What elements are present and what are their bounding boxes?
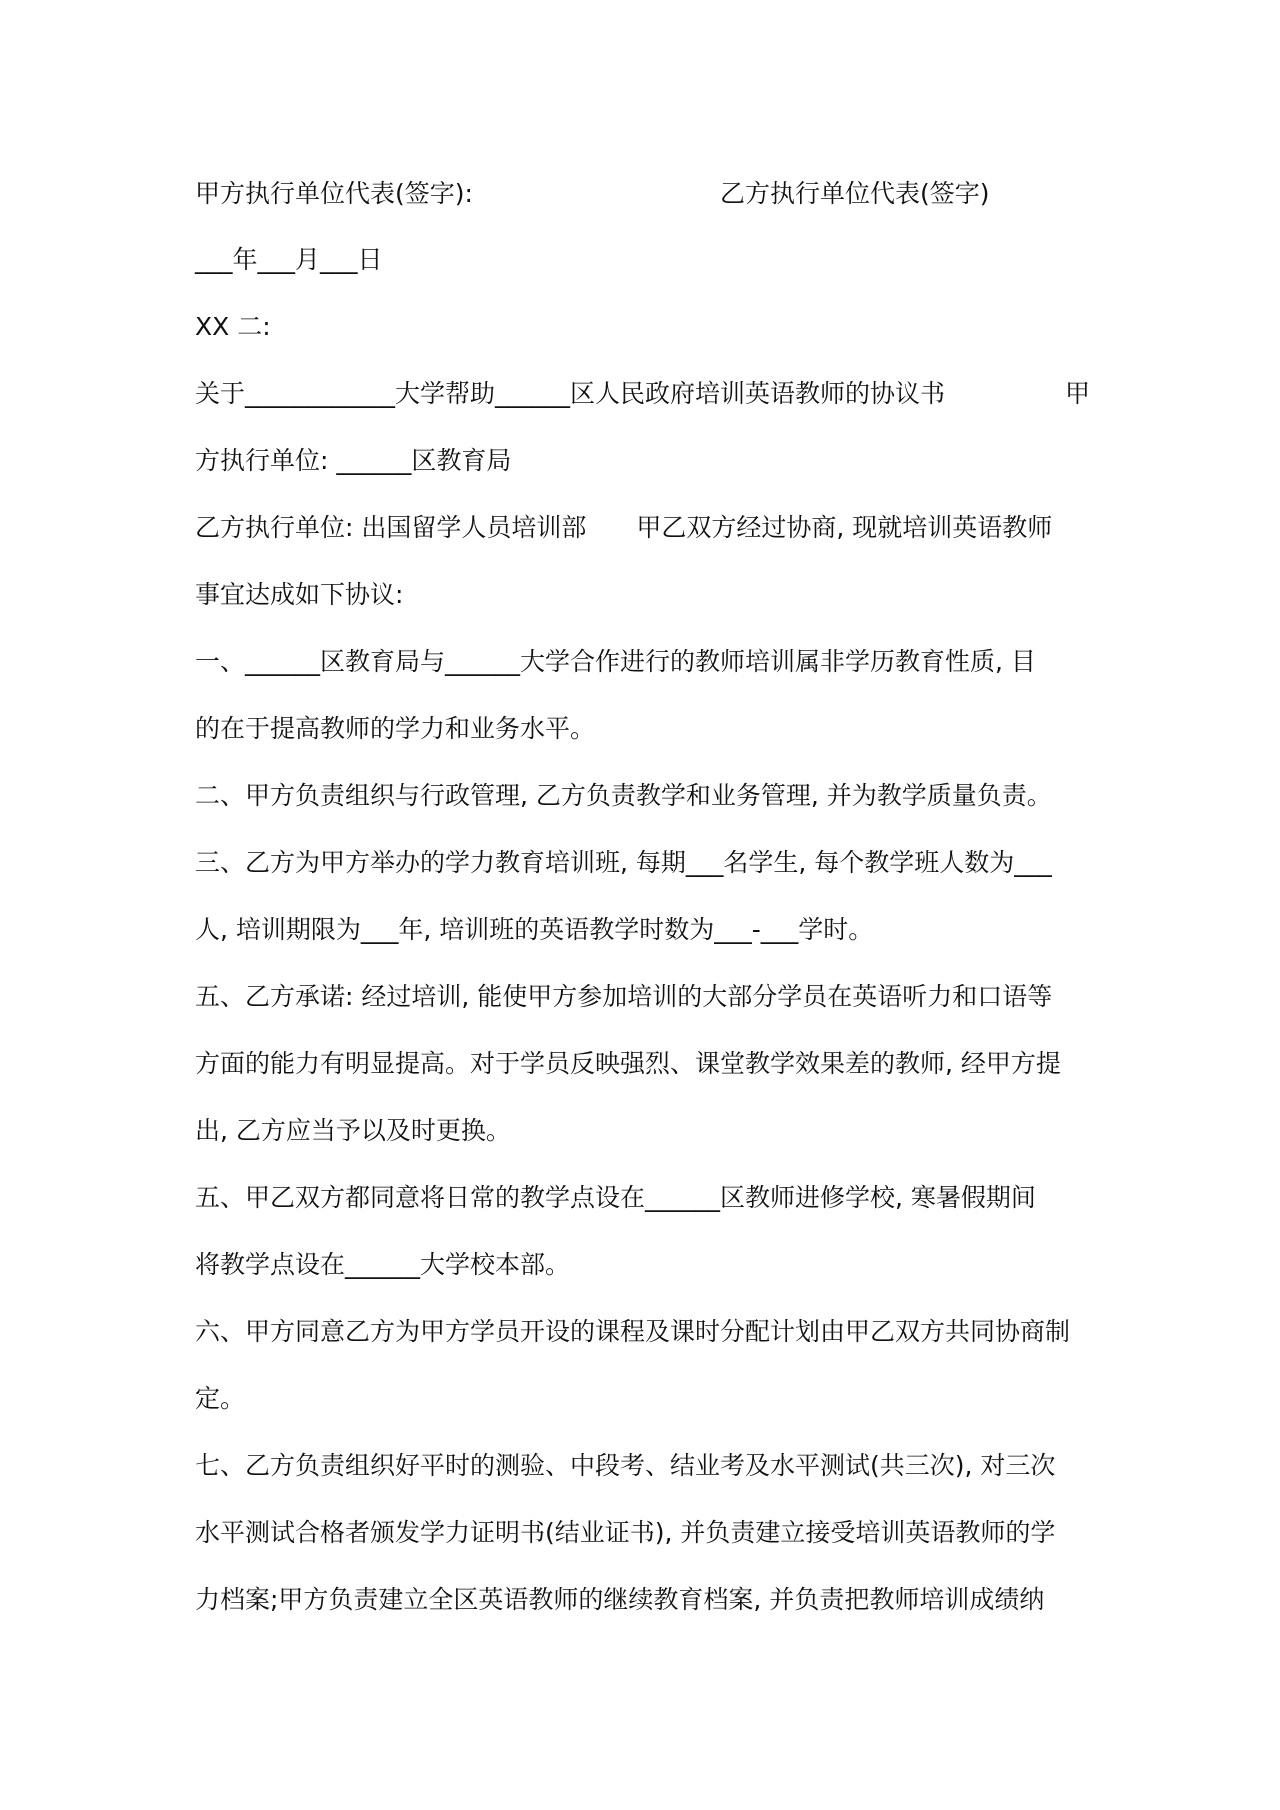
text-line: 六、甲方同意乙方为甲方学员开设的课程及课时分配计划由甲乙双方共同协商制 — [195, 1317, 1071, 1346]
text-line: 方执行单位: ______区教育局 — [195, 446, 512, 475]
text-line: 事宜达成如下协议: — [195, 580, 404, 609]
text-line: 定。 — [195, 1384, 246, 1413]
text-line: 将教学点设在______大学校本部。 — [195, 1250, 571, 1279]
text-line: 一、______区教育局与______大学合作进行的教师培训属非学历教育性质, 目 — [195, 647, 1036, 676]
text-line: 三、乙方为甲方举办的学力教育培训班, 每期___名学生, 每个教学班人数为___ — [195, 848, 1052, 877]
text-line: 甲 — [1065, 379, 1091, 408]
agreement-title: 关于____________大学帮助______区人民政府培训英语教师的协议书 — [195, 379, 946, 408]
text-line: 力档案;甲方负责建立全区英语教师的继续教育档案, 并负责把教师培训成绩纳 — [195, 1585, 1045, 1614]
signature-party-a: 甲方执行单位代表(签字): — [195, 179, 473, 208]
text-line: 乙方执行单位: 出国留学人员培训部 甲乙双方经过协商, 现就培训英语教师 — [195, 513, 1053, 542]
text-line: 的在于提高教师的学力和业务水平。 — [195, 714, 596, 743]
section-heading: XX 二: — [195, 312, 271, 341]
text-line: 方面的能力有明显提高。对于学员反映强烈、课堂教学效果差的教师, 经甲方提 — [195, 1049, 1061, 1078]
signature-party-b: 乙方执行单位代表(签字) — [720, 179, 990, 208]
text-line: 二、甲方负责组织与行政管理, 乙方负责教学和业务管理, 并为教学质量负责。 — [195, 781, 1052, 810]
date-line: ___年___月___日 — [195, 245, 383, 274]
text-line: 七、乙方负责组织好平时的测验、中段考、结业考及水平测试(共三次), 对三次 — [195, 1451, 1056, 1480]
text-line: 出, 乙方应当予以及时更换。 — [195, 1116, 511, 1145]
text-line: 五、乙方承诺: 经过培训, 能使甲方参加培训的大部分学员在英语听力和口语等 — [195, 982, 1053, 1011]
text-line: 人, 培训期限为___年, 培训班的英语教学时数为___-___学时。 — [195, 915, 874, 944]
text-line: 五、甲乙双方都同意将日常的教学点设在______区教师进修学校, 寒暑假期间 — [195, 1183, 1036, 1212]
text-line: 水平测试合格者颁发学力证明书(结业证书), 并负责建立接受培训英语教师的学 — [195, 1518, 1056, 1547]
